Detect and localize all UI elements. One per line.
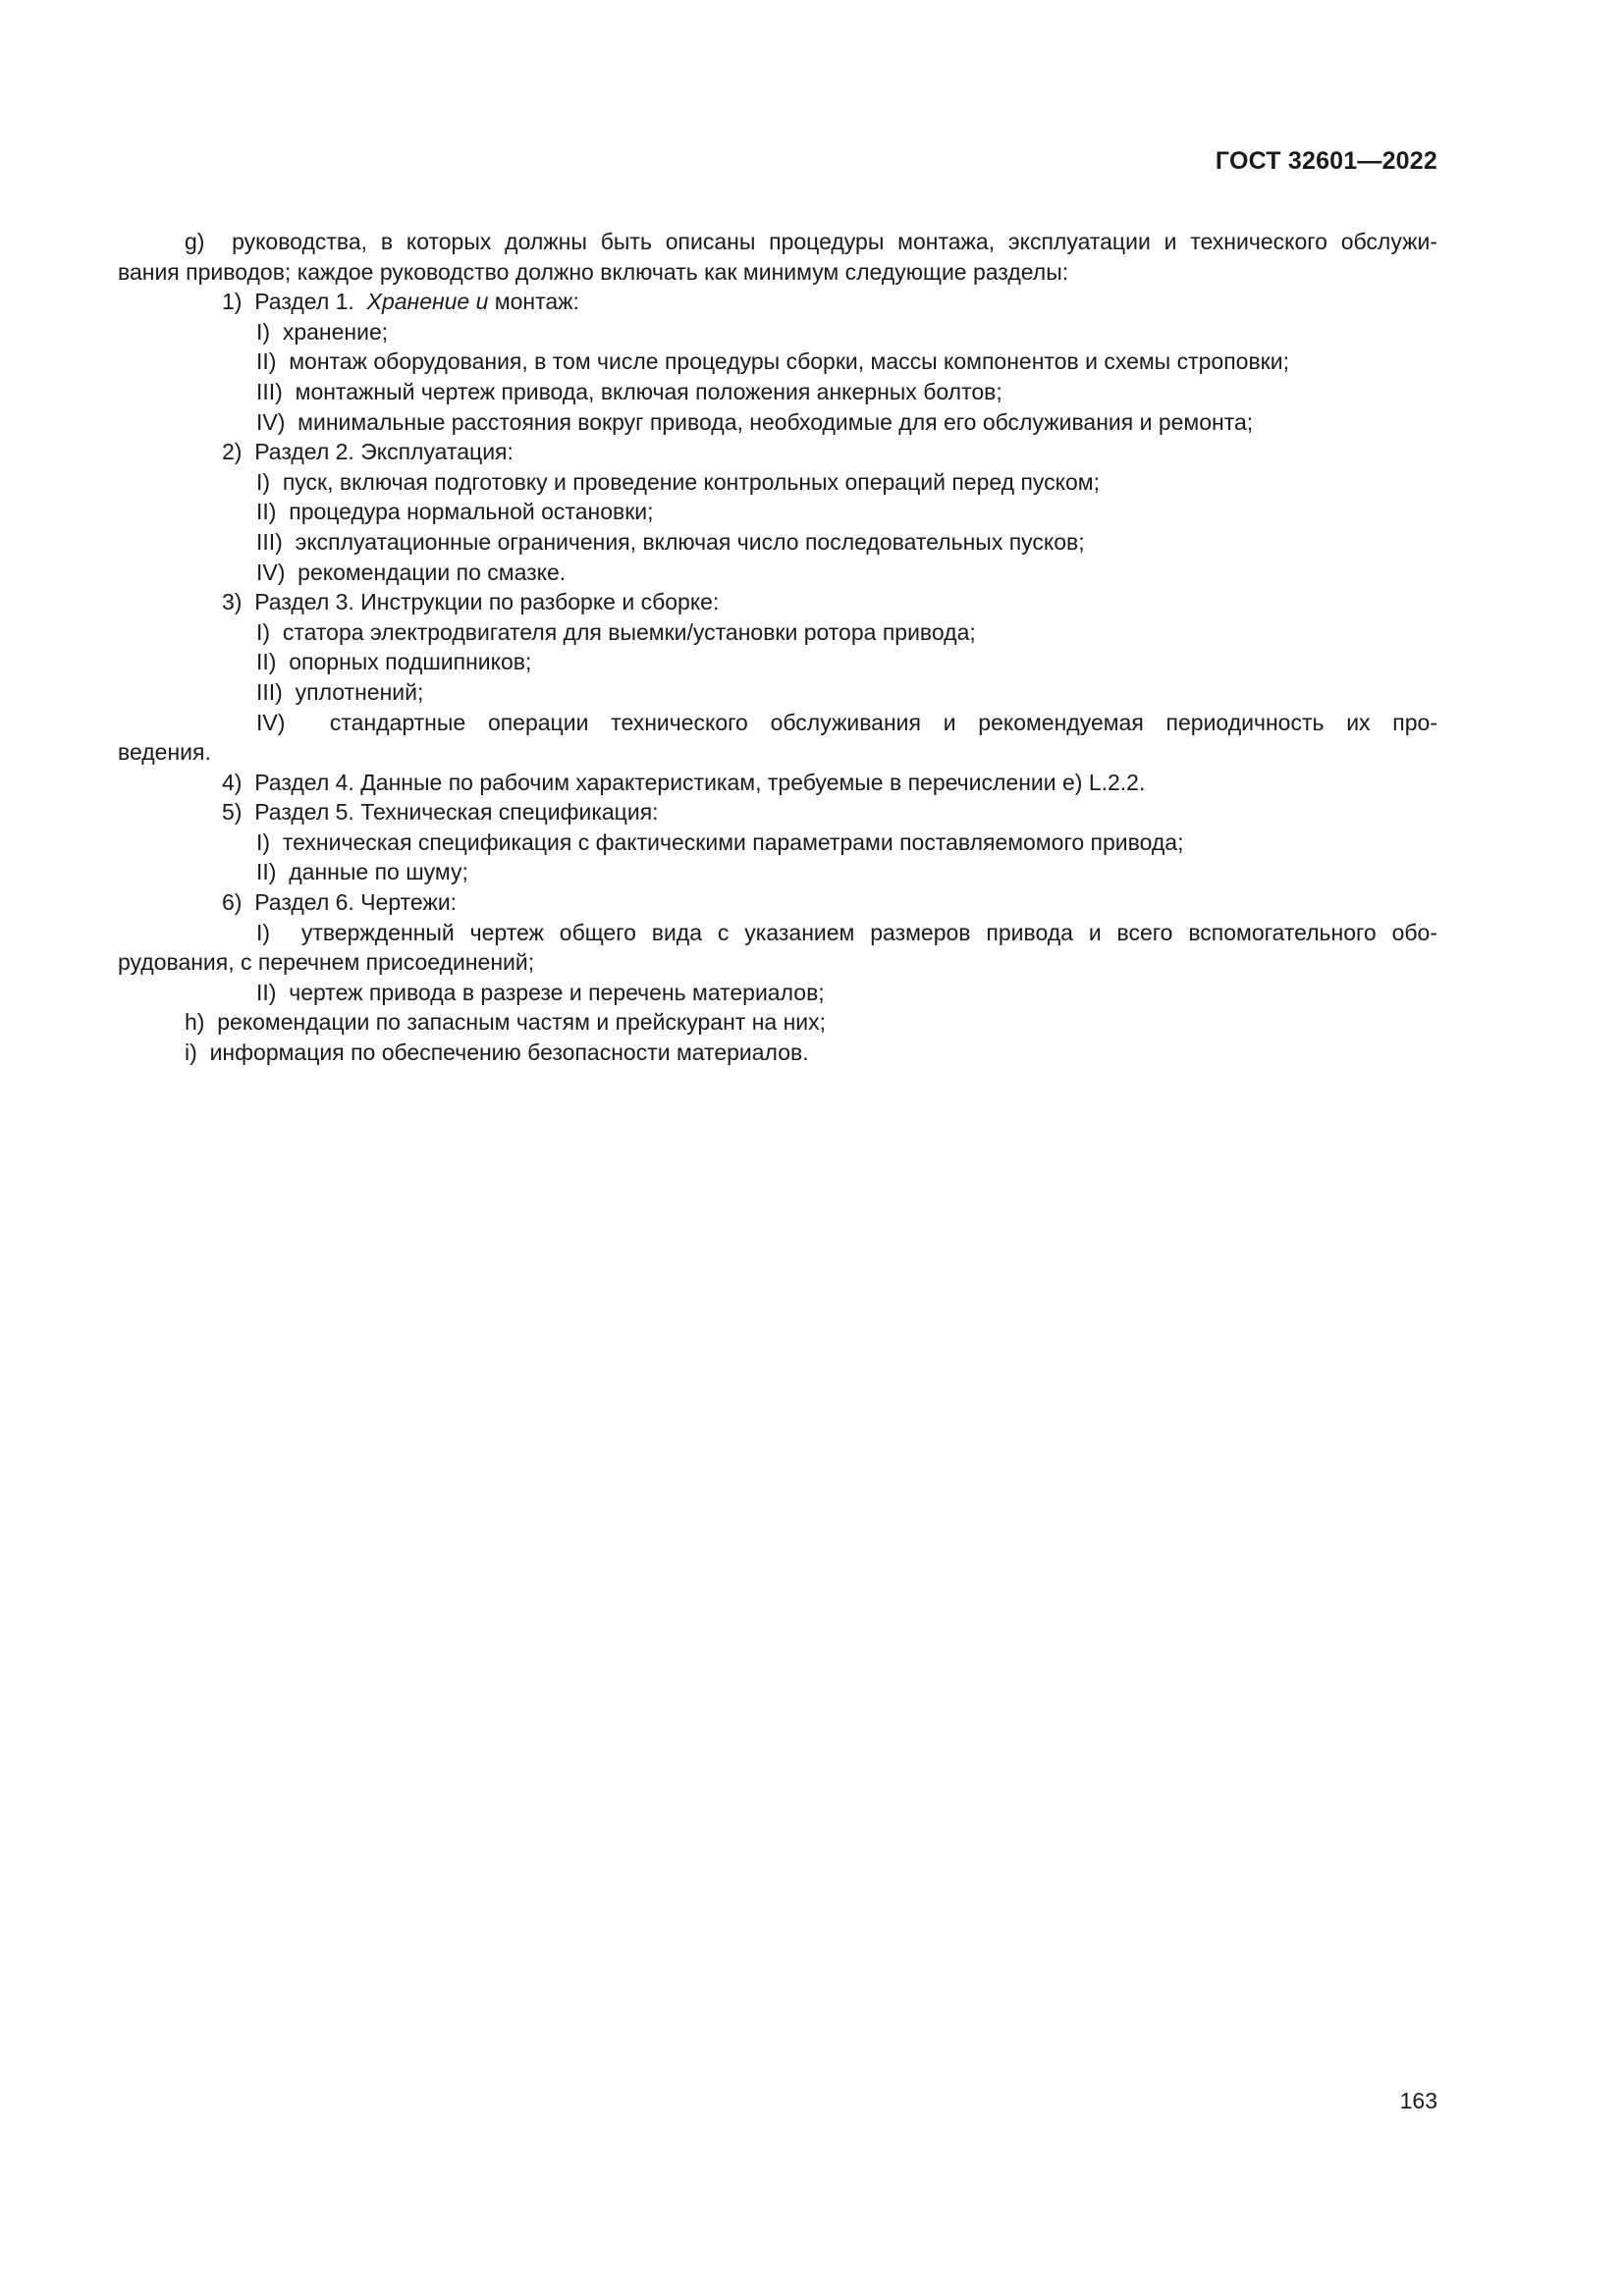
text-line (118, 587, 1437, 617)
line-text: опорных подшипников; (289, 649, 532, 675)
line-text: Раздел 4. Данные по рабочим характеристикам, требуемые в перечислении е) L.2.2. (254, 769, 1146, 795)
standard-designation: ГОСТ 32601—2022 (1215, 147, 1437, 175)
text-line (118, 737, 1437, 768)
line-text: техническая спецификация с фактическими параметрами поставляемомого привода; (282, 828, 1184, 855)
list-marker: h) (185, 1009, 205, 1036)
text-line (118, 647, 1437, 677)
list-marker: II) (256, 859, 277, 885)
text-line (118, 227, 1437, 257)
text-line (118, 1007, 1437, 1038)
list-marker: i) (185, 1040, 197, 1066)
text-line (118, 467, 1437, 498)
line-text: ведения. (118, 739, 211, 766)
text-line (118, 617, 1437, 648)
text-line (118, 527, 1437, 558)
list-marker: III) (256, 528, 283, 555)
text-line (118, 347, 1437, 377)
line-text: рекомендации по смазке. (298, 559, 567, 585)
line-text: процедура нормальной остановки; (289, 499, 654, 525)
list-marker: 4) (222, 769, 243, 795)
list-marker: I) (256, 919, 271, 945)
list-marker: III) (256, 378, 283, 404)
line-text: стандартные операции технического обслуживания и рекомендуемая периодичность их про- (329, 709, 1437, 735)
list-marker: 6) (222, 889, 243, 916)
text-line (118, 768, 1437, 798)
text-line (118, 558, 1437, 588)
text-line (118, 918, 1437, 948)
list-marker: g) (185, 229, 205, 254)
list-marker: I) (256, 468, 271, 495)
document-body (118, 227, 1437, 1068)
text-line (118, 1038, 1437, 1068)
line-text: утвержденный чертеж общего вида с указанием размеров привода и всего вспомогательного обо- (300, 919, 1437, 945)
text-line (118, 887, 1437, 918)
line-text: монтаж оборудования, в том числе процедуры сборки, массы компонентов и схемы строповки; (289, 348, 1289, 375)
list-marker: II) (256, 499, 277, 525)
list-marker: I) (256, 318, 271, 345)
list-marker: II) (256, 649, 277, 675)
line-text: данные по шуму; (289, 859, 468, 885)
list-marker: II) (256, 979, 277, 1005)
list-marker: IV) (256, 559, 286, 585)
line-text: статора электродвигателя для выемки/установки ротора привода; (282, 618, 976, 645)
text-line (118, 978, 1437, 1008)
list-marker: 1) (222, 289, 243, 315)
list-marker: III) (256, 678, 283, 705)
line-text: Раздел 3. Инструкции по разборке и сборке: (254, 589, 720, 615)
text-line (118, 407, 1437, 438)
text-line (118, 708, 1437, 738)
list-marker: I) (256, 618, 271, 645)
line-text: Раздел 1. (254, 289, 354, 315)
list-marker: I) (256, 828, 271, 855)
text-line (118, 797, 1437, 828)
text-line (118, 677, 1437, 708)
line-text-tail: монтаж: (494, 289, 579, 315)
line-text: минимальные расстояния вокруг привода, необходимые для его обслуживания и ремонта; (298, 408, 1254, 435)
list-marker: 3) (222, 589, 243, 615)
line-text: Раздел 2. Эксплуатация: (254, 439, 514, 465)
text-line (118, 497, 1437, 527)
line-text: пуск, включая подготовку и проведение контрольных операций перед пуском; (282, 468, 1100, 495)
text-line (118, 257, 1437, 288)
line-text: рудования, с перечнем присоединений; (118, 949, 535, 976)
line-text: хранение; (282, 318, 389, 345)
line-text: информация по обеспечению безопасности материалов. (209, 1040, 809, 1066)
list-marker: IV) (256, 408, 286, 435)
text-line (118, 317, 1437, 347)
text-line (118, 377, 1437, 407)
text-line (118, 947, 1437, 978)
page-number: 163 (1399, 2088, 1437, 2113)
line-text: уплотнений; (295, 678, 424, 705)
text-line (118, 857, 1437, 887)
line-text: руководства, в которых должны быть описаны процедуры монтажа, эксплуатации и технического обслужи- (232, 229, 1437, 254)
list-marker: 2) (222, 439, 243, 465)
text-line (118, 287, 1437, 317)
text-line (118, 828, 1437, 858)
line-text: Раздел 5. Техническая спецификация: (254, 799, 659, 826)
text-line (118, 437, 1437, 467)
list-marker: IV) (256, 709, 286, 735)
line-text: монтажный чертеж привода, включая положения анкерных болтов; (295, 378, 1002, 404)
list-marker: 5) (222, 799, 243, 826)
italic-text: Хранение и (366, 289, 489, 315)
list-marker: II) (256, 348, 277, 375)
line-text: вания приводов; каждое руководство должно включать как минимум следующие разделы: (118, 258, 1069, 285)
line-text: чертеж привода в разрезе и перечень материалов; (289, 979, 825, 1005)
line-text: эксплуатационные ограничения, включая число последовательных пусков; (295, 528, 1085, 555)
line-text: рекомендации по запасным частям и прейскурант на них; (217, 1009, 827, 1036)
line-text: Раздел 6. Чертежи: (254, 889, 458, 916)
